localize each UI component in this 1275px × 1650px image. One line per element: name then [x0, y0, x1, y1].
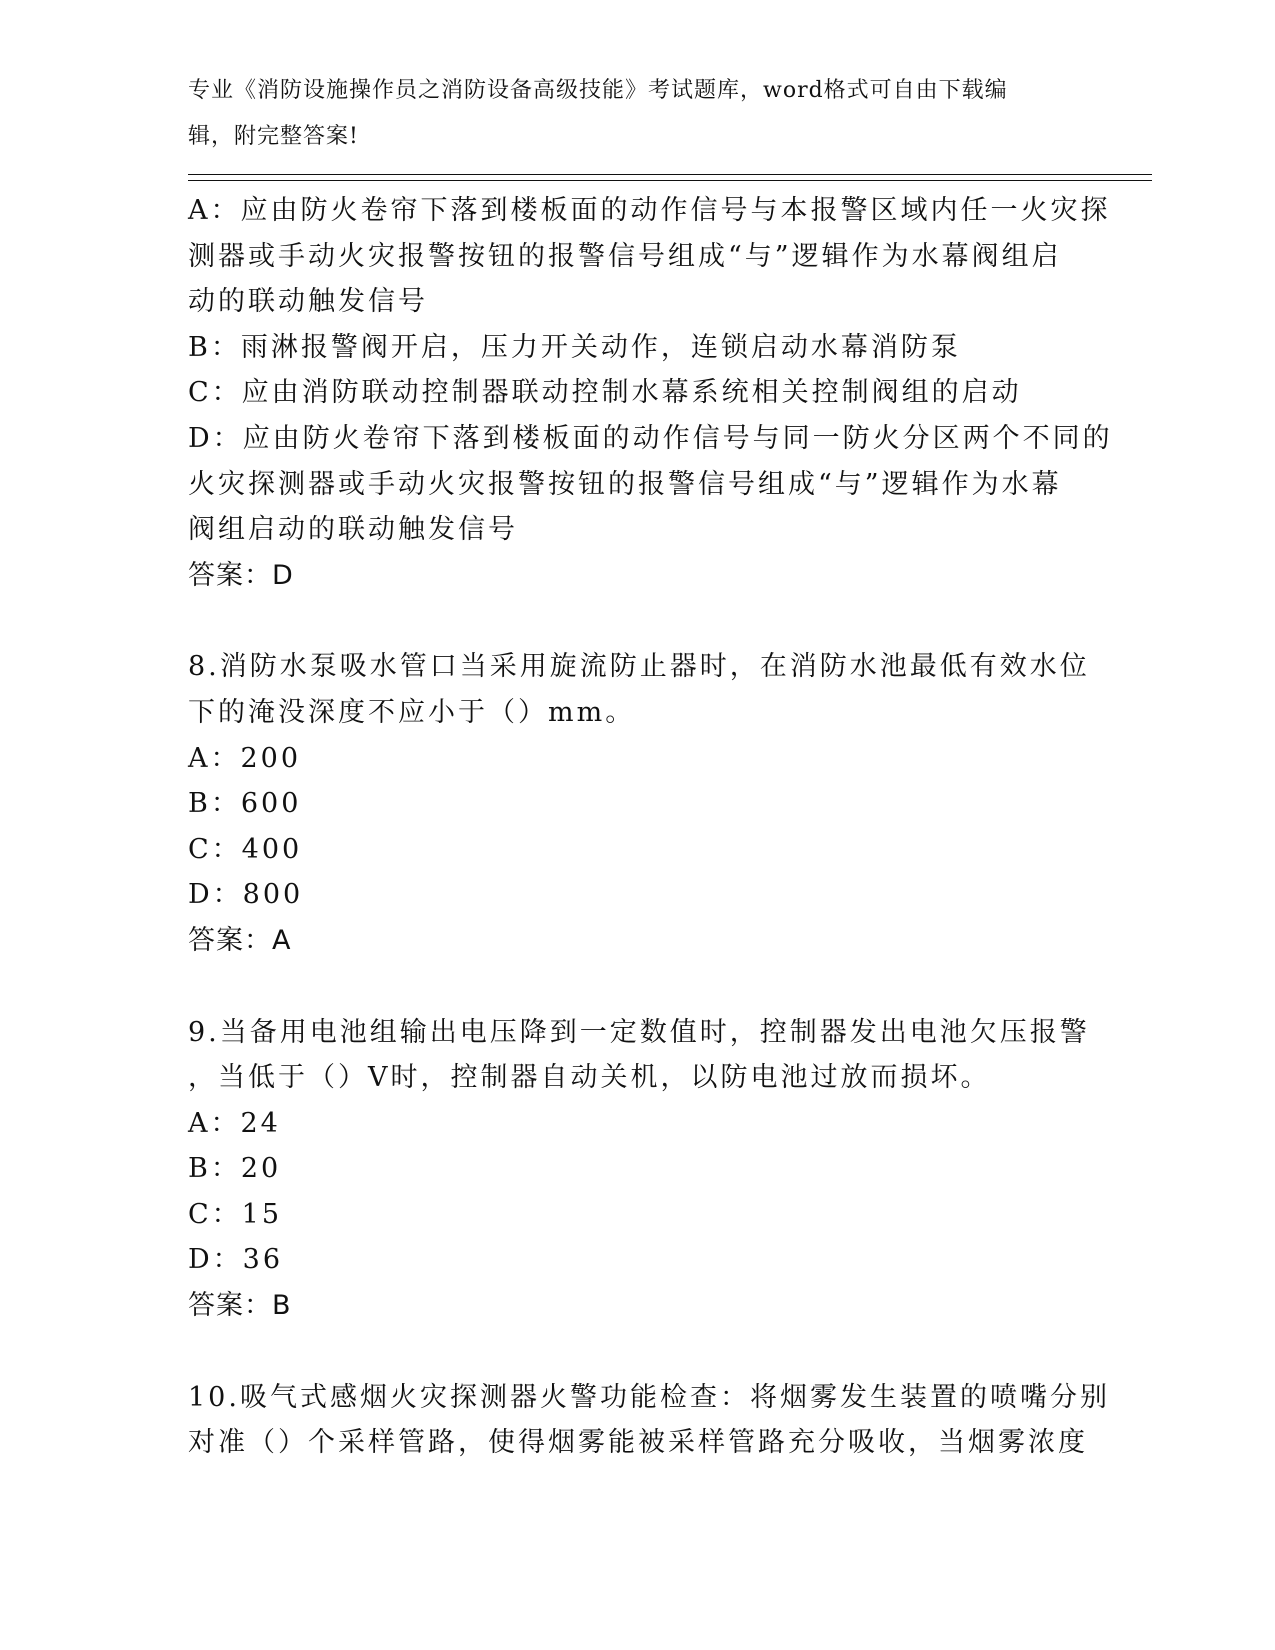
option-a — [188, 188, 1111, 325]
header-divider — [188, 180, 1152, 181]
option-text-line: D：应由防火卷帘下落到楼板面的动作信号与同一防火分区两个不同的 — [188, 422, 1113, 454]
answer-line: 答案：B — [188, 1290, 292, 1322]
question-spacer — [188, 964, 1088, 1010]
option-a: A：24 — [188, 1107, 281, 1139]
header-line: 辑，附完整答案! — [188, 123, 359, 149]
question-8 — [188, 644, 1088, 963]
question-text-line: ，当低于（）V时，控制器自动关机，以防电池过放而损坏。 — [188, 1062, 991, 1094]
question-text — [188, 1010, 1088, 1101]
option-text-line: 火灾探测器或手动火灾报警按钮的报警信号组成“与”逻辑作为水幕 — [188, 468, 1062, 500]
option-c: C：15 — [188, 1198, 283, 1230]
option-d: D：800 — [188, 879, 304, 911]
option-a: A：200 — [188, 742, 302, 774]
question-text — [188, 1375, 1110, 1466]
question-10 — [188, 1375, 1110, 1466]
option-text-line: 阀组启动的联动触发信号 — [188, 514, 518, 546]
option-d: D：36 — [188, 1244, 284, 1276]
header-divider — [188, 174, 1152, 175]
option-c: C：应由消防联动控制器联动控制水幕系统相关控制阀组的启动 — [188, 377, 1022, 409]
question-spacer — [188, 598, 1088, 644]
question-spacer — [188, 1329, 1088, 1375]
question-text-line: 8.消防水泵吸水管口当采用旋流防止器时，在消防水池最低有效水位 — [188, 651, 1090, 683]
question-9 — [188, 1010, 1088, 1329]
option-text-line: 动的联动触发信号 — [188, 286, 428, 318]
question-list — [188, 188, 1113, 1466]
header-line: 专业《消防设施操作员之消防设备高级技能》考试题库，word格式可自由下载编 — [188, 78, 1008, 103]
question-7 — [188, 188, 1113, 598]
question-text-line: 对准（）个采样管路，使得烟雾能被采样管路充分吸收，当烟雾浓度 — [188, 1427, 1088, 1459]
document-header — [188, 74, 1068, 165]
option-text-line: A：应由防火卷帘下落到楼板面的动作信号与本报警区域内任一火灾探 — [188, 195, 1111, 226]
question-text-line: 下的淹没深度不应小于（）mm。 — [188, 696, 636, 728]
option-b: B：雨淋报警阀开启，压力开关动作，连锁启动水幕消防泵 — [188, 331, 961, 363]
option-b: B：600 — [188, 788, 302, 820]
question-text-line: 10.吸气式感烟火灾探测器火警功能检查：将烟雾发生装置的喷嘴分别 — [188, 1381, 1110, 1413]
answer-line: 答案：D — [188, 559, 294, 591]
option-text-line: 测器或手动火灾报警按钮的报警信号组成“与”逻辑作为水幕阀组启 — [188, 240, 1062, 272]
question-text — [188, 644, 1088, 735]
question-text-line: 9.当备用电池组输出电压降到一定数值时，控制器发出电池欠压报警 — [188, 1016, 1090, 1048]
answer-line: 答案：A — [188, 924, 292, 956]
option-d — [188, 416, 1113, 553]
option-c: C：400 — [188, 833, 303, 865]
option-b: B：20 — [188, 1153, 282, 1185]
